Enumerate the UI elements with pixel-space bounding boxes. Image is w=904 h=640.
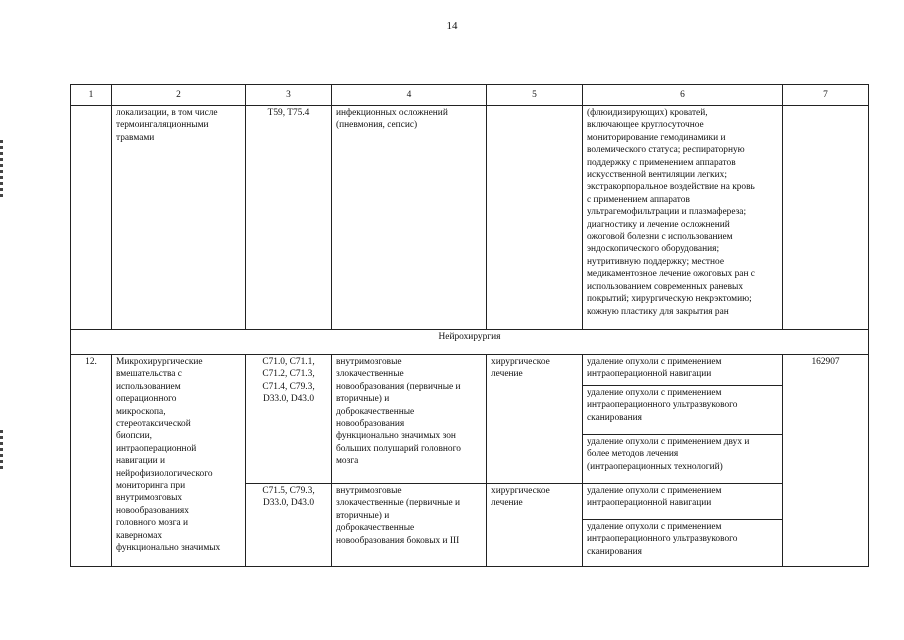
column-number: 2	[112, 85, 246, 106]
section-title: Нейрохирургия	[71, 330, 869, 355]
column-number: 3	[246, 85, 332, 106]
section-row	[71, 330, 869, 355]
treatment-method: удаление опухоли с применением двух и более методов лечения (интраоперационных технологий)	[583, 435, 783, 484]
row-number-cell	[71, 106, 112, 330]
column-number: 5	[487, 85, 583, 106]
column-number-row	[71, 85, 869, 106]
table-row	[71, 355, 869, 386]
column-number: 1	[71, 85, 112, 106]
column-number: 6	[583, 85, 783, 106]
treatment-kind: хирургическое лечение	[487, 484, 583, 567]
treatment-kind-cell	[487, 106, 583, 330]
treatment-method-cell: (флюидизирующих) кроватей, включающее круглосуточное мониторирование гемодинамики и волемического статуса; респираторную поддержку с применением аппаратов искусственной вентиляции легких; экстракорпоральное воздействие на кровь с применением аппаратов ультрагемофильтрации и плазмафереза; диагностику и лечение осложнений ожоговой болезни с использованием эндоскопического оборудования; нутритивную поддержку; местное медикаментозное лечение ожоговых ран с использованием современных раневых покрытий; хирургическую некрэктомию; кожную пластику для закрытия ран	[583, 106, 783, 330]
treatment-method: удаление опухоли с применением интраоперационной навигации	[583, 355, 783, 386]
care-type-cell: локализации, в том числе термоингаляционными травмами	[112, 106, 246, 330]
care-type-name: Микрохирургические вмешательства с использованием операционного микроскопа, стереотаксической биопсии, интраоперационной навигации и нейрофизиологического мониторинга при внутримозговых новообразованиях головного мозга и каверномах функционально значимых	[112, 355, 246, 567]
binding-marks	[0, 140, 3, 200]
row-number: 12.	[71, 355, 112, 567]
treatment-kind: хирургическое лечение	[487, 355, 583, 484]
price-value: 162907	[783, 355, 869, 567]
column-number: 7	[783, 85, 869, 106]
binding-marks	[0, 430, 3, 470]
icd-codes: C71.0, C71.1, C71.2, C71.3, C71.4, C79.3, D33.0, D43.0	[246, 355, 332, 484]
column-number: 4	[332, 85, 487, 106]
treatment-method: удаление опухоли с применением интраоперационного ультразвукового сканирования	[583, 386, 783, 435]
price-cell	[783, 106, 869, 330]
treatment-method: удаление опухоли с применением интраоперационной навигации	[583, 484, 783, 520]
icd-codes: C71.5, C79.3, D33.0, D43.0	[246, 484, 332, 567]
page-number: 14	[446, 20, 458, 32]
medical-care-table	[70, 84, 869, 567]
continued-row	[71, 106, 869, 330]
icd-codes-cell: T59, T75.4	[246, 106, 332, 330]
patient-model: внутримозговые злокачественные новообразования (первичные и вторичные) и доброкачественные новообразования функционально значимых зон больших полушарий головного мозга	[332, 355, 487, 484]
treatment-method: удаление опухоли с применением интраоперационного ультразвукового сканирования	[583, 520, 783, 567]
patient-model-cell: инфекционных осложнений (пневмония, сепсис)	[332, 106, 487, 330]
patient-model: внутримозговые злокачественные (первичные и вторичные) и доброкачественные новообразования боковых и III	[332, 484, 487, 567]
